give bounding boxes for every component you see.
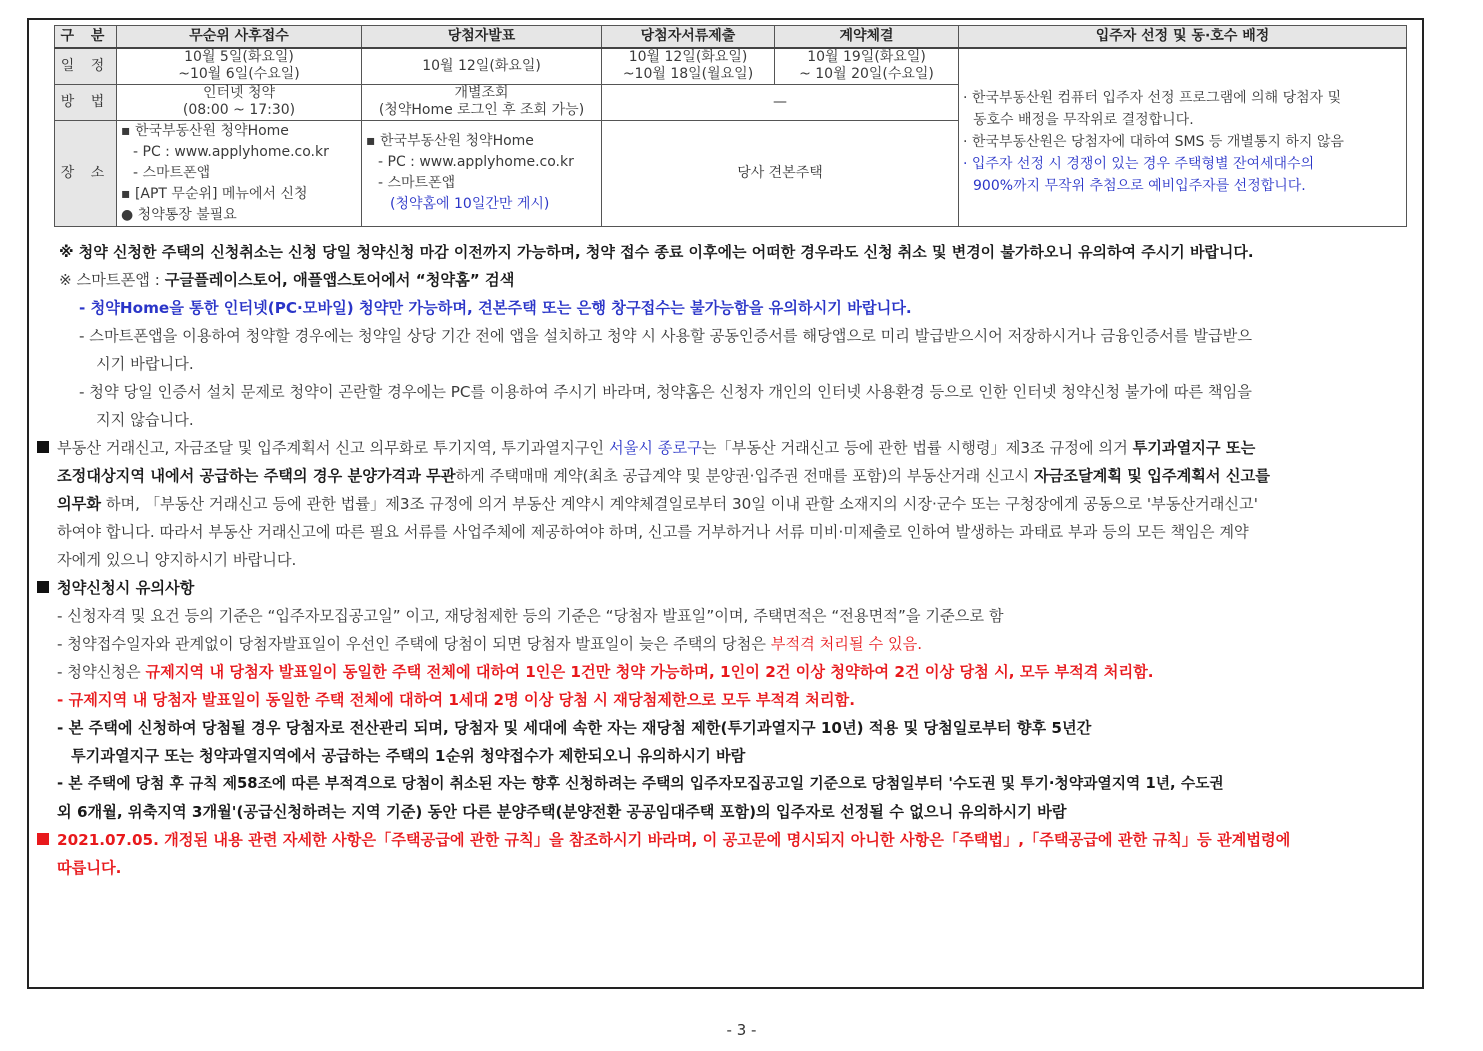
para-transaction-2 [57, 464, 1270, 488]
schedule-postal-start: 10월 5일(화요일) [184, 49, 294, 66]
caution-household: - 규제지역 내 당첨자 발표일이 동일한 주택 전체에 대하여 1세대 2명 이상 당첨 시 재당첨제한으로 모두 부적격 처리함. [57, 691, 855, 709]
note-smartphone-stores: 구글플레이스토어, 애플앱스토어에서 “청약홈” 검색 [164, 271, 515, 289]
place-announce [362, 120, 602, 226]
note-app-cert-2: 시기 바랍니다. [96, 355, 194, 373]
para1-district: 서울시 종로구 [608, 439, 702, 457]
para3-text-a: 의무화 [57, 495, 102, 513]
table-row-schedule [55, 48, 1407, 84]
square-bullet-icon [37, 441, 49, 453]
note-cancel: ※ 청약 신청한 주택의 신청취소는 신청 당일 청약신청 마감 이전까지 가능하며, 청약 접수 종료 이후에는 어떠한 경우라도 신청 취소 및 변경이 불가하오니 유의하여 주시기 바랍니다. [59, 243, 1254, 261]
method-docs-contract: — [602, 84, 959, 120]
note-app-cert-1: - 스마트폰앱을 이용하여 청약할 경우에는 청약일 상당 기간 전에 앱을 설치하고 청약 시 사용할 공동인증서를 해당앱으로 미리 발급받으시어 저장하시거나 금융인증서를 발급받으 [79, 327, 1253, 345]
caution-heading [37, 576, 194, 600]
para-transaction-1 [37, 436, 1255, 460]
para-transaction-5: 자에게 있으니 양지하시기 바랍니다. [57, 551, 297, 569]
square-bullet-icon [37, 581, 49, 593]
method-announce-line-2: (청약Home 로그인 후 조회 가능) [378, 102, 585, 118]
caution-announce-date [57, 632, 922, 656]
caution-rewin-1: - 본 주택에 신청하여 당첨될 경우 당첨자로 전산관리 되며, 당첨자 및 세대에 속한 자는 재당첨 제한(투기과열지구 10년) 적용 및 당첨일로부터 향후 5년간 [57, 719, 1092, 737]
header-contract: 계약체결 [775, 26, 959, 49]
place-postal [117, 120, 362, 226]
revision-note-text: 2021.07.05. 개정된 내용 관련 자세한 사항은「주택공급에 관한 규칙」을 참조하시기 바라며, 이 공고문에 명시되지 아니한 사항은「주택법」,「주택공급에 관한 규칙」등 관계법령에 [57, 831, 1291, 849]
schedule-contract-start: 10월 19일(화요일) [807, 49, 926, 66]
selection-line-2: 동호수 배정을 무작위로 결정합니다. [973, 112, 1194, 128]
caution-one-per-person [57, 660, 1154, 684]
selection-line-1: · 한국부동산원 컴퓨터 입주자 선정 프로그램에 의해 당첨자 및 [963, 90, 1342, 106]
caution-heading-text: 청약신청시 유의사항 [57, 579, 195, 597]
caution-one-text: - 청약신청은 [57, 663, 146, 681]
method-announce-line-1: 개별조회 [454, 85, 509, 101]
method-announce [362, 84, 602, 120]
place-postal-line-2: - PC : www.applyhome.co.kr [133, 143, 329, 160]
square-bullet-icon [37, 833, 49, 845]
caution-ineligible-2: 외 6개월, 위축지역 3개월'(공급신청하려는 지역 기준) 동안 다른 분양주택(분양전환 공공임대주택 포함)의 입주자로 선정될 수 없으니 유의하시기 바람 [57, 803, 1067, 821]
para-transaction-3 [57, 492, 1258, 516]
para1-text-c: 는「부동산 거래신고 등에 관한 법률 시행령」제3조 규정에 의거 [701, 439, 1133, 457]
note-online-only: - 청약Home을 통한 인터넷(PC·모바일) 청약만 가능하며, 견본주택 또는 은행 창구접수는 불가능함을 유의하시기 바랍니다. [79, 299, 912, 317]
para1-text-a: 부동산 거래신고, 자금조달 및 입주계획서 신고 의무화로 투기지역, 투기과열지구인 [57, 439, 609, 457]
header-postal: 무순위 사후접수 [117, 26, 362, 49]
place-postal-line-3: - 스마트폰앱 [133, 164, 211, 181]
note-smartphone [59, 268, 514, 292]
selection-line-3: · 한국부동산원은 당첨자에 대하여 SMS 등 개별통지 하지 않음 [963, 134, 1344, 150]
para2-text-c: 자금조달계획 및 입주계획서 신고를 [1033, 467, 1270, 485]
schedule-contract-end: ~ 10월 20일(수요일) [799, 66, 934, 83]
place-announce-line-1: ▪ 한국부동산원 청약Home [366, 133, 534, 149]
header-docs: 당첨자서류제출 [602, 26, 775, 49]
caution-criteria: - 신청자격 및 요건 등의 기준은 “입주자모집공고일” 이고, 재당첨제한 등의 기준은 “당첨자 발표일”이며, 주택면적은 “전용면적”을 기준으로 함 [57, 607, 1004, 625]
header-category: 구 분 [55, 26, 117, 49]
caution-one-warning: 규제지역 내 당첨자 발표일이 동일한 주택 전체에 대하여 1인은 1건만 청약 가능하며, 1인이 2건 이상 청약하여 2건 이상 당첨 시, 모두 부적격 처리함. [145, 663, 1154, 681]
schedule-announce: 10월 12일(화요일) [362, 48, 602, 84]
row-label-place: 장 소 [55, 120, 117, 226]
para2-text-a: 조정대상지역 내에서 공급하는 주택의 경우 분양가격과 무관 [57, 467, 456, 485]
row-label-schedule: 일 정 [55, 48, 117, 84]
selection-cell [959, 48, 1407, 226]
header-announce: 당첨자발표 [362, 26, 602, 49]
method-postal-line-2: (08:00 ~ 17:30) [182, 102, 296, 118]
place-docs-contract: 당사 견본주택 [602, 120, 959, 226]
revision-note-2: 따릅니다. [57, 859, 122, 877]
note-smartphone-label: ※ 스마트폰앱 : [59, 271, 165, 289]
place-postal-line-1: ▪ 한국부동산원 청약Home [121, 122, 289, 139]
selection-line-4: · 입주자 선정 시 경쟁이 있는 경우 주택형별 잔여세대수의 [963, 156, 1315, 172]
schedule-postal [117, 48, 362, 84]
selection-line-5: 900%까지 무작위 추첨으로 예비입주자를 선정합니다. [973, 178, 1306, 194]
place-postal-line-5: ● 청약통장 불필요 [121, 206, 237, 223]
revision-note-1 [37, 828, 1290, 852]
caution-announce-warning: 부적격 처리될 수 있음. [770, 635, 923, 653]
note-pc-1: - 청약 당일 인증서 설치 문제로 청약이 곤란할 경우에는 PC를 이용하여 주시기 바라며, 청약홈은 신청자 개인의 인터넷 사용환경 등으로 인한 인터넷 청약신청 불가에 따른 책임을 [79, 383, 1252, 401]
schedule-table [54, 25, 1407, 227]
method-postal-line-1: 인터넷 청약 [202, 85, 276, 101]
schedule-docs [602, 48, 775, 84]
place-announce-line-2: - PC : www.applyhome.co.kr [378, 154, 574, 170]
para2-text-b: 하게 주택매매 계약(최초 공급계약 및 분양권·입주권 전매를 포함)의 부동산거래 신고시 [455, 467, 1034, 485]
row-label-method: 방 법 [55, 84, 117, 120]
table-header-row [55, 26, 1407, 49]
place-postal-line-4: ▪ [APT 무순위] 메뉴에서 신청 [121, 185, 308, 202]
caution-announce-text: - 청약접수일자와 관계없이 당첨자발표일이 우선인 주택에 당첨이 되면 당첨자 발표일이 늦은 주택의 당첨은 [57, 635, 771, 653]
caution-ineligible-1: - 본 주택에 당첨 후 규칙 제58조에 따른 부적격으로 당첨이 취소된 자는 향후 신청하려는 주택의 입주자모집공고일 기준으로 당첨일부터 '수도권 및 투기·청약과열지역 1년, 수도권 [57, 775, 1224, 792]
schedule-contract [775, 48, 959, 84]
para3-text-b: 하며, 「부동산 거래신고 등에 관한 법률」제3조 규정에 의거 부동산 계약시 계약체결일로부터 30일 이내 관할 소재지의 시장·군수 또는 구청장에게 공동으로 '부동산거래신고' [101, 495, 1258, 513]
schedule-docs-end: ~10월 18일(월요일) [622, 66, 754, 83]
page-number: - 3 - [726, 1021, 757, 1039]
para-transaction-4: 하여야 합니다. 따라서 부동산 거래신고에 따른 필요 서류를 사업주체에 제공하여야 하며, 신고를 거부하거나 서류 미비·미제출로 인하여 발생하는 과태료 부과 등의 모든 책임은 계약 [57, 523, 1249, 541]
method-postal [117, 84, 362, 120]
caution-rewin-2: 투기과열지구 또는 청약과열지역에서 공급하는 주택의 1순위 청약접수가 제한되오니 유의하시기 바람 [71, 747, 746, 765]
schedule-postal-end: ~10월 6일(수요일) [178, 66, 300, 83]
note-pc-2: 지지 않습니다. [96, 411, 194, 429]
header-selection: 입주자 선정 및 동·호수 배정 [959, 26, 1407, 49]
place-announce-line-4: (청약홈에 10일간만 게시) [390, 196, 550, 212]
schedule-docs-start: 10월 12일(화요일) [628, 49, 748, 66]
para1-text-d: 투기과열지구 또는 [1132, 439, 1256, 457]
place-announce-line-3: - 스마트폰앱 [378, 175, 456, 191]
